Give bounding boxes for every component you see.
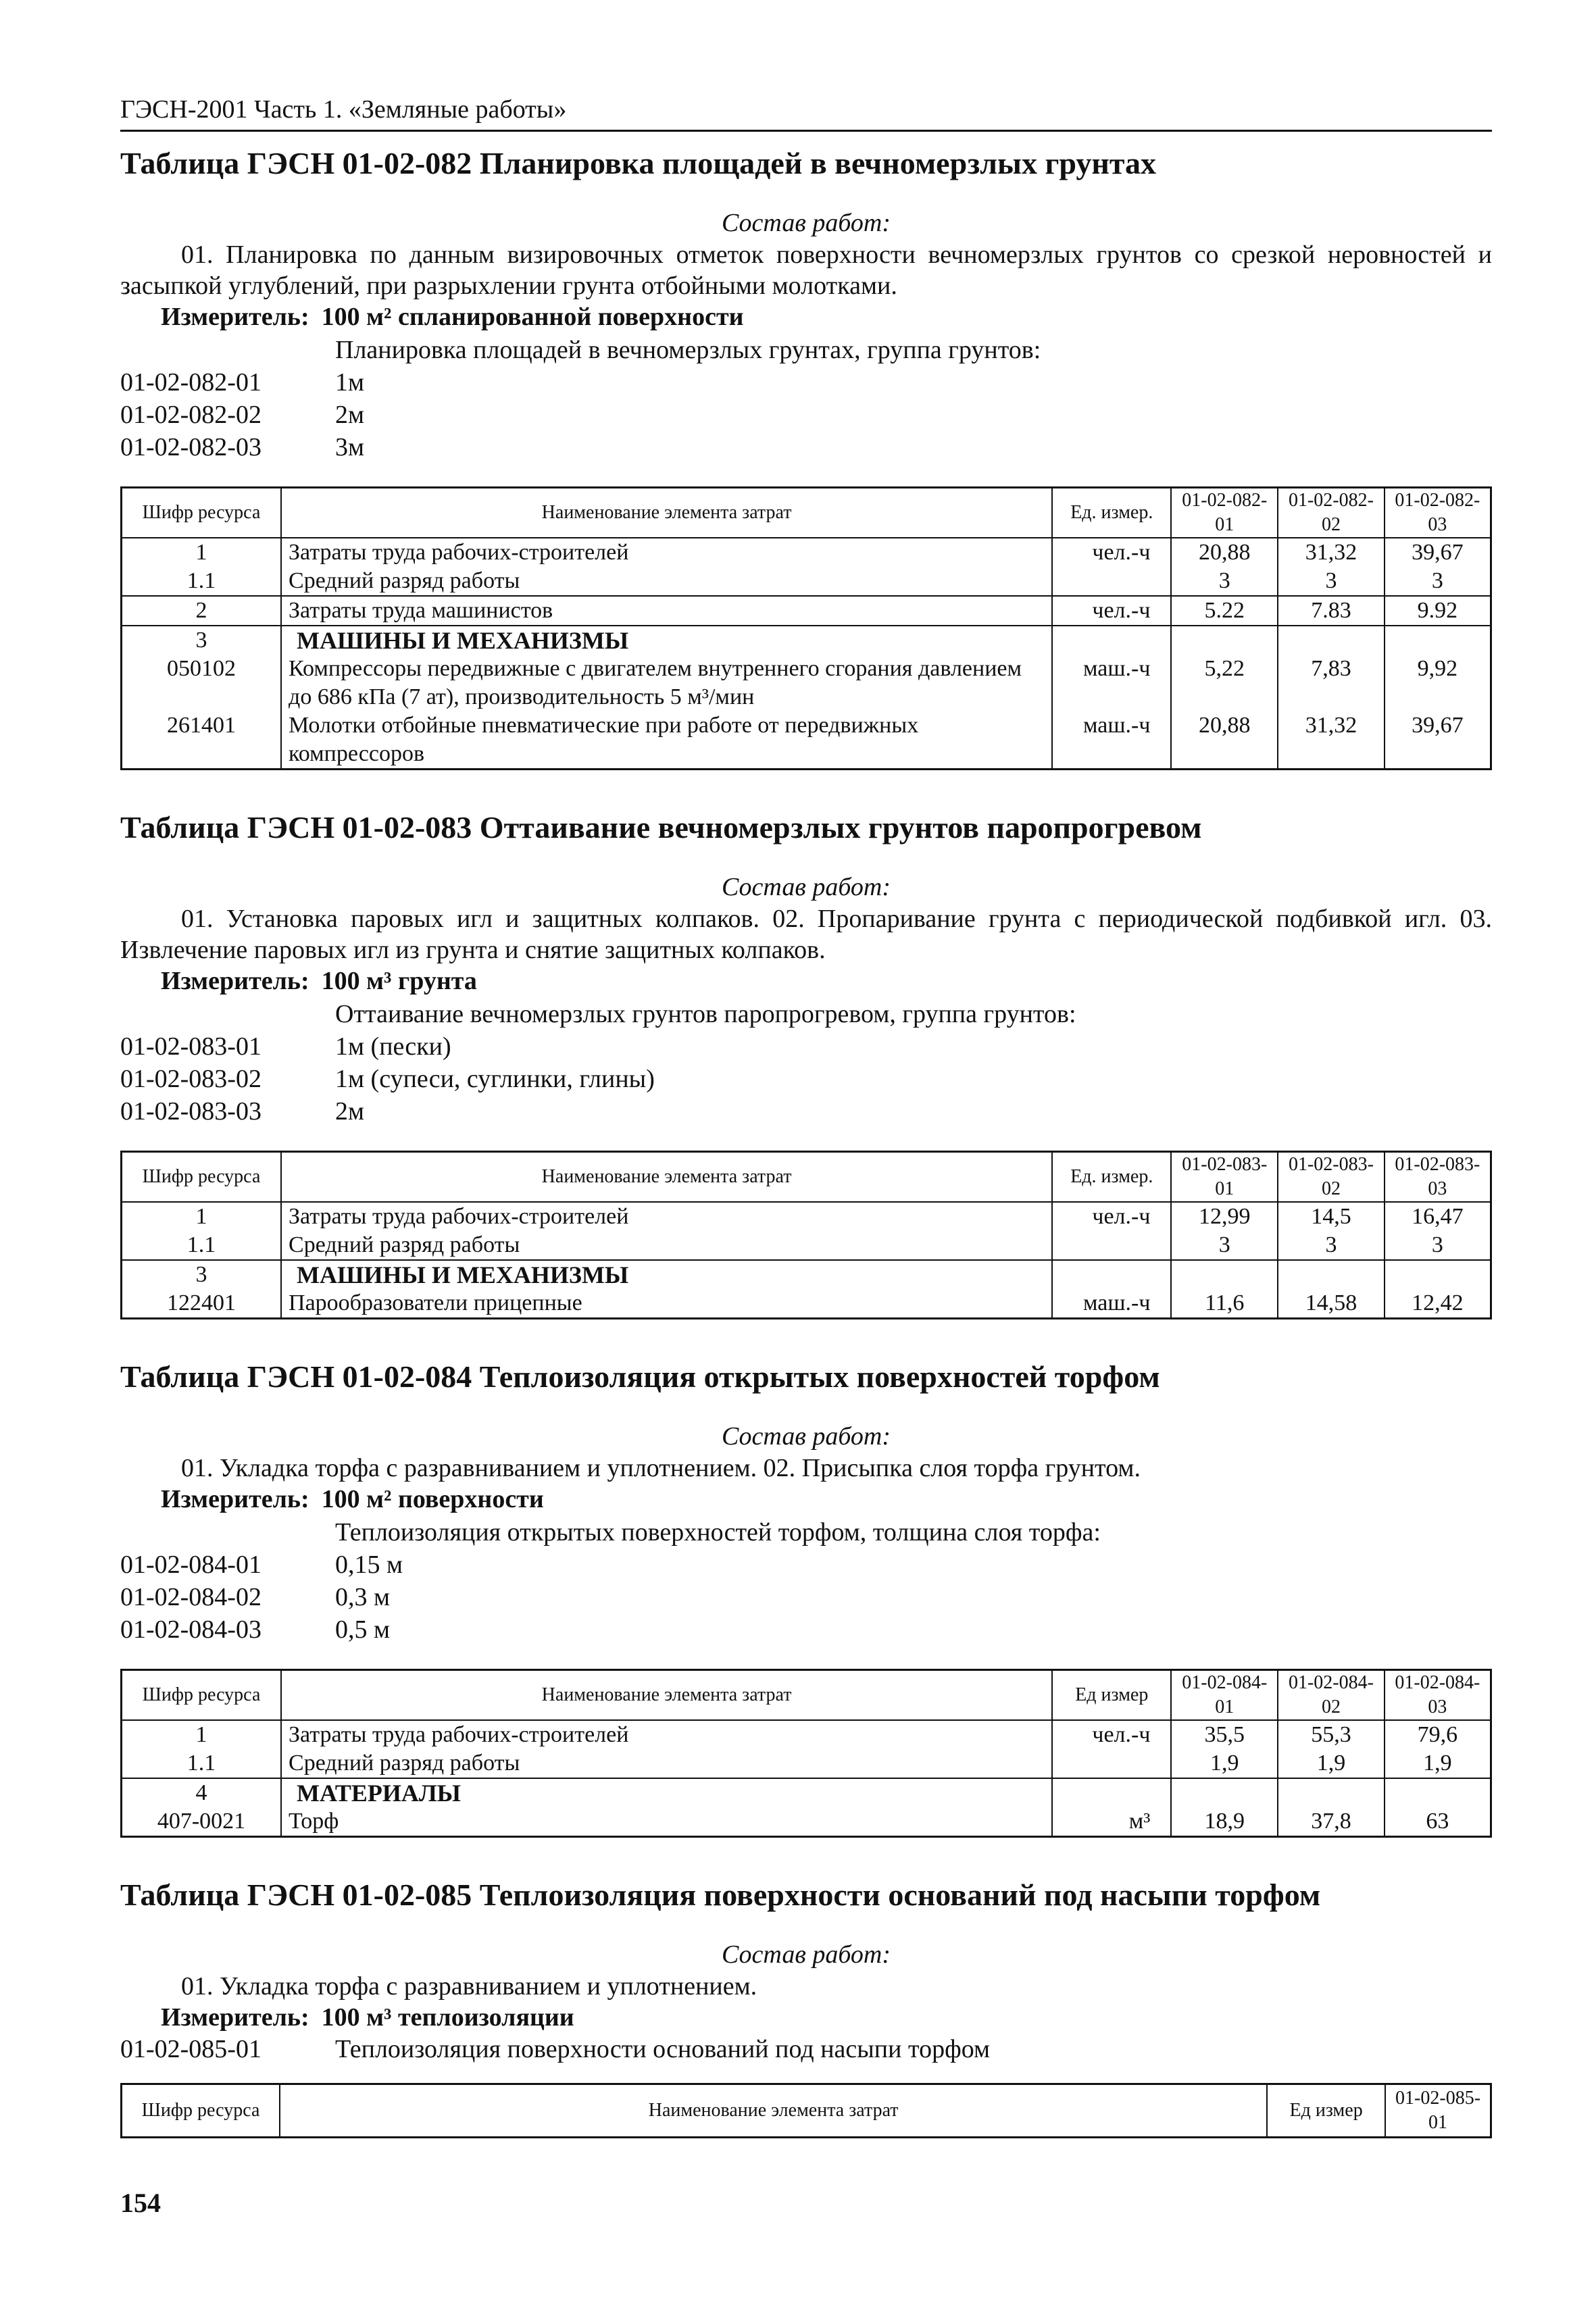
cell-code: 050102 (122, 655, 282, 711)
cell-value (1278, 1260, 1385, 1289)
norm-code-list (120, 2033, 1492, 2065)
cell-value: 16,47 (1385, 1202, 1491, 1231)
norm-code-row (120, 366, 1492, 399)
norm-code-row (120, 399, 1492, 431)
cell-value: 7.83 (1278, 596, 1385, 626)
measure-label: Измеритель: (161, 1485, 309, 1513)
table-083-title: Таблица ГЭСН 01-02-083 Оттаивание вечномерзлых грунтов паропрогревом (120, 810, 1202, 845)
cell-name: Затраты труда машинистов (281, 596, 1052, 626)
table-header-row (122, 488, 1491, 538)
table-row (122, 538, 1491, 567)
cell-value: 1,9 (1278, 1749, 1385, 1778)
cell-value (1278, 626, 1385, 655)
cell-code: 4 (122, 1778, 282, 1807)
cell-value: 31,32 (1278, 538, 1385, 567)
norm-code: 01-02-084-03 (120, 1615, 261, 1644)
cell-value: 3 (1171, 567, 1278, 596)
norm-group-subtitle: Теплоизоляция открытых поверхностей торфом, толщина слоя торфа: (335, 1518, 1101, 1546)
cell-code: 1.1 (122, 1749, 282, 1778)
col-header-name: Наименование элемента затрат (280, 2084, 1267, 2138)
table-row (122, 1720, 1491, 1749)
col-header-name: Наименование элемента затрат (281, 1670, 1052, 1721)
cell-value: 63 (1385, 1807, 1491, 1837)
col-header-norm-1: 01-02-085-01 (1385, 2084, 1491, 2138)
cell-value: 3 (1278, 567, 1385, 596)
col-header-unit: Ед. измер. (1052, 488, 1171, 538)
cell-value: 55,3 (1278, 1720, 1385, 1749)
norm-code-row (120, 1095, 1492, 1128)
cell-value: 20,88 (1171, 538, 1278, 567)
measure-label: Измеритель: (161, 967, 309, 995)
document-page (120, 95, 1492, 2219)
cell-name: Средний разряд работы (281, 1231, 1052, 1260)
cell-value: 1,9 (1171, 1749, 1278, 1778)
table-row (122, 655, 1491, 711)
composition-heading: Состав работ: (721, 1940, 891, 1969)
cell-name: Средний разряд работы (281, 1749, 1052, 1778)
cell-value: 18,9 (1171, 1807, 1278, 1837)
cell-name: Молотки отбойные пневматические при работе от передвижных компрессоров (281, 711, 1052, 770)
cell-unit: маш.-ч (1052, 655, 1171, 711)
cell-unit: м³ (1052, 1807, 1171, 1837)
measure-label: Измеритель: (161, 2003, 309, 2032)
norm-code-desc: 2м (335, 401, 365, 429)
norm-code-list (120, 1030, 1492, 1128)
col-header-code: Шифр ресурса (122, 1152, 282, 1203)
cell-unit: маш.-ч (1052, 1289, 1171, 1319)
col-header-norm-3: 01-02-084-03 (1385, 1670, 1491, 1721)
composition-heading: Состав работ: (721, 873, 891, 901)
cell-value (1385, 1778, 1491, 1807)
col-header-norm-2: 01-02-084-02 (1278, 1670, 1385, 1721)
cell-code: 3 (122, 1260, 282, 1289)
col-header-code: Шифр ресурса (122, 1670, 282, 1721)
cell-value: 9.92 (1385, 596, 1491, 626)
cell-value: 39,67 (1385, 711, 1491, 770)
table-row (122, 1231, 1491, 1260)
norm-code-list (120, 1549, 1492, 1646)
running-head: ГЭСН-2001 Часть 1. «Земляные работы» (120, 95, 1492, 132)
cell-unit (1052, 1260, 1171, 1289)
measure-value: 100 м² спланированной поверхности (321, 303, 744, 331)
measure-value: 100 м³ грунта (321, 967, 477, 995)
norm-code: 01-02-085-01 (120, 2035, 261, 2063)
norm-code-desc: 1м (супеси, суглинки, глины) (335, 1065, 655, 1093)
cell-value: 5.22 (1171, 596, 1278, 626)
works-description: 01. Укладка торфа с разравниванием и уплотнением. (181, 1972, 757, 2001)
cell-name: Парообразователи прицепные (281, 1289, 1052, 1319)
cell-unit: чел.-ч (1052, 538, 1171, 567)
resource-table-082 (120, 486, 1492, 770)
cell-name: Затраты труда рабочих-строителей (281, 1720, 1052, 1749)
cell-value: 7,83 (1278, 655, 1385, 711)
col-header-norm-1: 01-02-082-01 (1171, 488, 1278, 538)
table-section-row (122, 1260, 1491, 1289)
col-header-norm-3: 01-02-082-03 (1385, 488, 1491, 538)
cell-value: 37,8 (1278, 1807, 1385, 1837)
cell-unit: маш.-ч (1052, 711, 1171, 770)
measure-value: 100 м³ теплоизоляции (321, 2003, 574, 2032)
cell-name: Торф (281, 1807, 1052, 1837)
cell-unit (1052, 626, 1171, 655)
cell-value (1278, 1778, 1385, 1807)
section-heading: МАТЕРИАЛЫ (281, 1778, 1052, 1807)
section-heading: МАШИНЫ И МЕХАНИЗМЫ (281, 1260, 1052, 1289)
measure-line (161, 2002, 1492, 2033)
norm-code-desc: 1м (335, 368, 365, 397)
cell-unit (1052, 1778, 1171, 1807)
col-header-norm-1: 01-02-083-01 (1171, 1152, 1278, 1203)
cell-value: 3 (1385, 1231, 1491, 1260)
norm-code-desc: 2м (335, 1097, 365, 1126)
cell-code: 1 (122, 1202, 282, 1231)
norm-code-desc: 0,3 м (335, 1583, 391, 1611)
cell-code: 407-0021 (122, 1807, 282, 1837)
cell-value (1385, 626, 1491, 655)
cell-value: 11,6 (1171, 1289, 1278, 1319)
col-header-unit: Ед измер (1052, 1670, 1171, 1721)
cell-code: 1.1 (122, 567, 282, 596)
cell-unit (1052, 1749, 1171, 1778)
norm-code-row (120, 1549, 1492, 1581)
cell-value: 31,32 (1278, 711, 1385, 770)
table-085-title: Таблица ГЭСН 01-02-085 Теплоизоляция поверхности оснований под насыпи торфом (120, 1878, 1321, 1912)
cell-code: 1 (122, 1720, 282, 1749)
norm-code: 01-02-084-01 (120, 1551, 261, 1579)
norm-code: 01-02-082-02 (120, 401, 261, 429)
works-description: 01. Планировка по данным визировочных отметок поверхности вечномерзлых грунтов со срезкой неровностей и засыпкой углублений, при разрыхлении грунта отбойными молотками. (120, 241, 1492, 300)
measure-line (161, 1484, 1492, 1515)
norm-code-row (120, 1063, 1492, 1095)
cell-value (1171, 1260, 1278, 1289)
table-row (122, 1749, 1491, 1778)
table-084-title: Таблица ГЭСН 01-02-084 Теплоизоляция открытых поверхностей торфом (120, 1359, 1160, 1394)
cell-name: Затраты труда рабочих-строителей (281, 1202, 1052, 1231)
table-header-row (122, 2084, 1491, 2138)
cell-value: 14,5 (1278, 1202, 1385, 1231)
measure-label: Измеритель: (161, 303, 309, 331)
cell-value: 3 (1171, 1231, 1278, 1260)
col-header-norm-2: 01-02-083-02 (1278, 1152, 1385, 1203)
col-header-norm-3: 01-02-083-03 (1385, 1152, 1491, 1203)
col-header-name: Наименование элемента затрат (281, 488, 1052, 538)
works-description: 01. Установка паровых игл и защитных колпаков. 02. Пропаривание грунта с периодической подбивкой игл. 03. Извлечение паровых игл из грунта и снятие защитных колпаков. (120, 905, 1492, 964)
cell-value (1171, 626, 1278, 655)
norm-group-subtitle: Оттаивание вечномерзлых грунтов паропрогревом, группа грунтов: (335, 1000, 1076, 1028)
cell-code: 261401 (122, 711, 282, 770)
norm-code-desc: 3м (335, 433, 365, 461)
cell-name: Средний разряд работы (281, 567, 1052, 596)
table-section-row (122, 1778, 1491, 1807)
col-header-name: Наименование элемента затрат (281, 1152, 1052, 1203)
col-header-unit: Ед измер (1267, 2084, 1385, 2138)
cell-code: 3 (122, 626, 282, 655)
cell-unit: чел.-ч (1052, 1202, 1171, 1231)
resource-table-084 (120, 1669, 1492, 1838)
works-description: 01. Укладка торфа с разравниванием и уплотнением. 02. Присыпка слоя торфа грунтом. (181, 1454, 1141, 1482)
measure-value: 100 м² поверхности (321, 1485, 544, 1513)
cell-code: 1.1 (122, 1231, 282, 1260)
measure-line (161, 965, 1492, 997)
cell-value: 79,6 (1385, 1720, 1491, 1749)
table-082-title: Таблица ГЭСН 01-02-082 Планировка площадей в вечномерзлых грунтах (120, 146, 1156, 180)
composition-heading: Состав работ: (721, 209, 891, 237)
cell-value: 3 (1278, 1231, 1385, 1260)
cell-unit (1052, 1231, 1171, 1260)
norm-code-list (120, 366, 1492, 463)
norm-code-desc: Теплоизоляция поверхности оснований под насыпи торфом (335, 2035, 991, 2063)
norm-code-row (120, 431, 1492, 463)
norm-code: 01-02-082-01 (120, 368, 261, 397)
cell-value: 14,58 (1278, 1289, 1385, 1319)
norm-code-desc: 0,5 м (335, 1615, 391, 1644)
norm-code: 01-02-082-03 (120, 433, 261, 461)
cell-value: 5,22 (1171, 655, 1278, 711)
cell-code: 2 (122, 596, 282, 626)
cell-value: 1,9 (1385, 1749, 1491, 1778)
cell-value: 9,92 (1385, 655, 1491, 711)
cell-code: 122401 (122, 1289, 282, 1319)
norm-code: 01-02-084-02 (120, 1583, 261, 1611)
cell-value: 20,88 (1171, 711, 1278, 770)
cell-value: 35,5 (1171, 1720, 1278, 1749)
resource-table-085 (120, 2083, 1492, 2138)
cell-code: 1 (122, 538, 282, 567)
cell-unit (1052, 567, 1171, 596)
norm-code-desc: 1м (пески) (335, 1032, 451, 1061)
norm-code: 01-02-083-03 (120, 1097, 261, 1126)
section-heading: МАШИНЫ И МЕХАНИЗМЫ (281, 626, 1052, 655)
cell-unit: чел.-ч (1052, 1720, 1171, 1749)
cell-value: 12,42 (1385, 1289, 1491, 1319)
col-header-code: Шифр ресурса (122, 488, 282, 538)
cell-name: Компрессоры передвижные с двигателем внутреннего сгорания давлением до 686 кПа (7 ат), производительность 5 м³/мин (281, 655, 1052, 711)
composition-heading: Состав работ: (721, 1422, 891, 1451)
col-header-unit: Ед. измер. (1052, 1152, 1171, 1203)
norm-code: 01-02-083-02 (120, 1065, 261, 1093)
table-row (122, 1807, 1491, 1837)
cell-value: 39,67 (1385, 538, 1491, 567)
norm-code-row (120, 1581, 1492, 1613)
col-header-code: Шифр ресурса (122, 2084, 280, 2138)
page-number: 154 (120, 2188, 161, 2218)
cell-value (1385, 1260, 1491, 1289)
norm-code-row (120, 1613, 1492, 1646)
cell-value: 3 (1385, 567, 1491, 596)
norm-code-row (120, 2033, 1492, 2065)
table-section-row (122, 626, 1491, 655)
table-row (122, 711, 1491, 770)
norm-code: 01-02-083-01 (120, 1032, 261, 1061)
norm-group-subtitle: Планировка площадей в вечномерзлых грунтах, группа грунтов: (335, 336, 1041, 364)
col-header-norm-1: 01-02-084-01 (1171, 1670, 1278, 1721)
measure-line (161, 301, 1492, 332)
cell-value (1171, 1778, 1278, 1807)
cell-value: 12,99 (1171, 1202, 1278, 1231)
cell-unit: чел.-ч (1052, 596, 1171, 626)
table-header-row (122, 1152, 1491, 1203)
cell-name: Затраты труда рабочих-строителей (281, 538, 1052, 567)
resource-table-083 (120, 1151, 1492, 1319)
table-row (122, 567, 1491, 596)
table-row (122, 1202, 1491, 1231)
table-header-row (122, 1670, 1491, 1721)
norm-code-row (120, 1030, 1492, 1063)
table-row (122, 1289, 1491, 1319)
col-header-norm-2: 01-02-082-02 (1278, 488, 1385, 538)
norm-code-desc: 0,15 м (335, 1551, 403, 1579)
table-row (122, 596, 1491, 626)
